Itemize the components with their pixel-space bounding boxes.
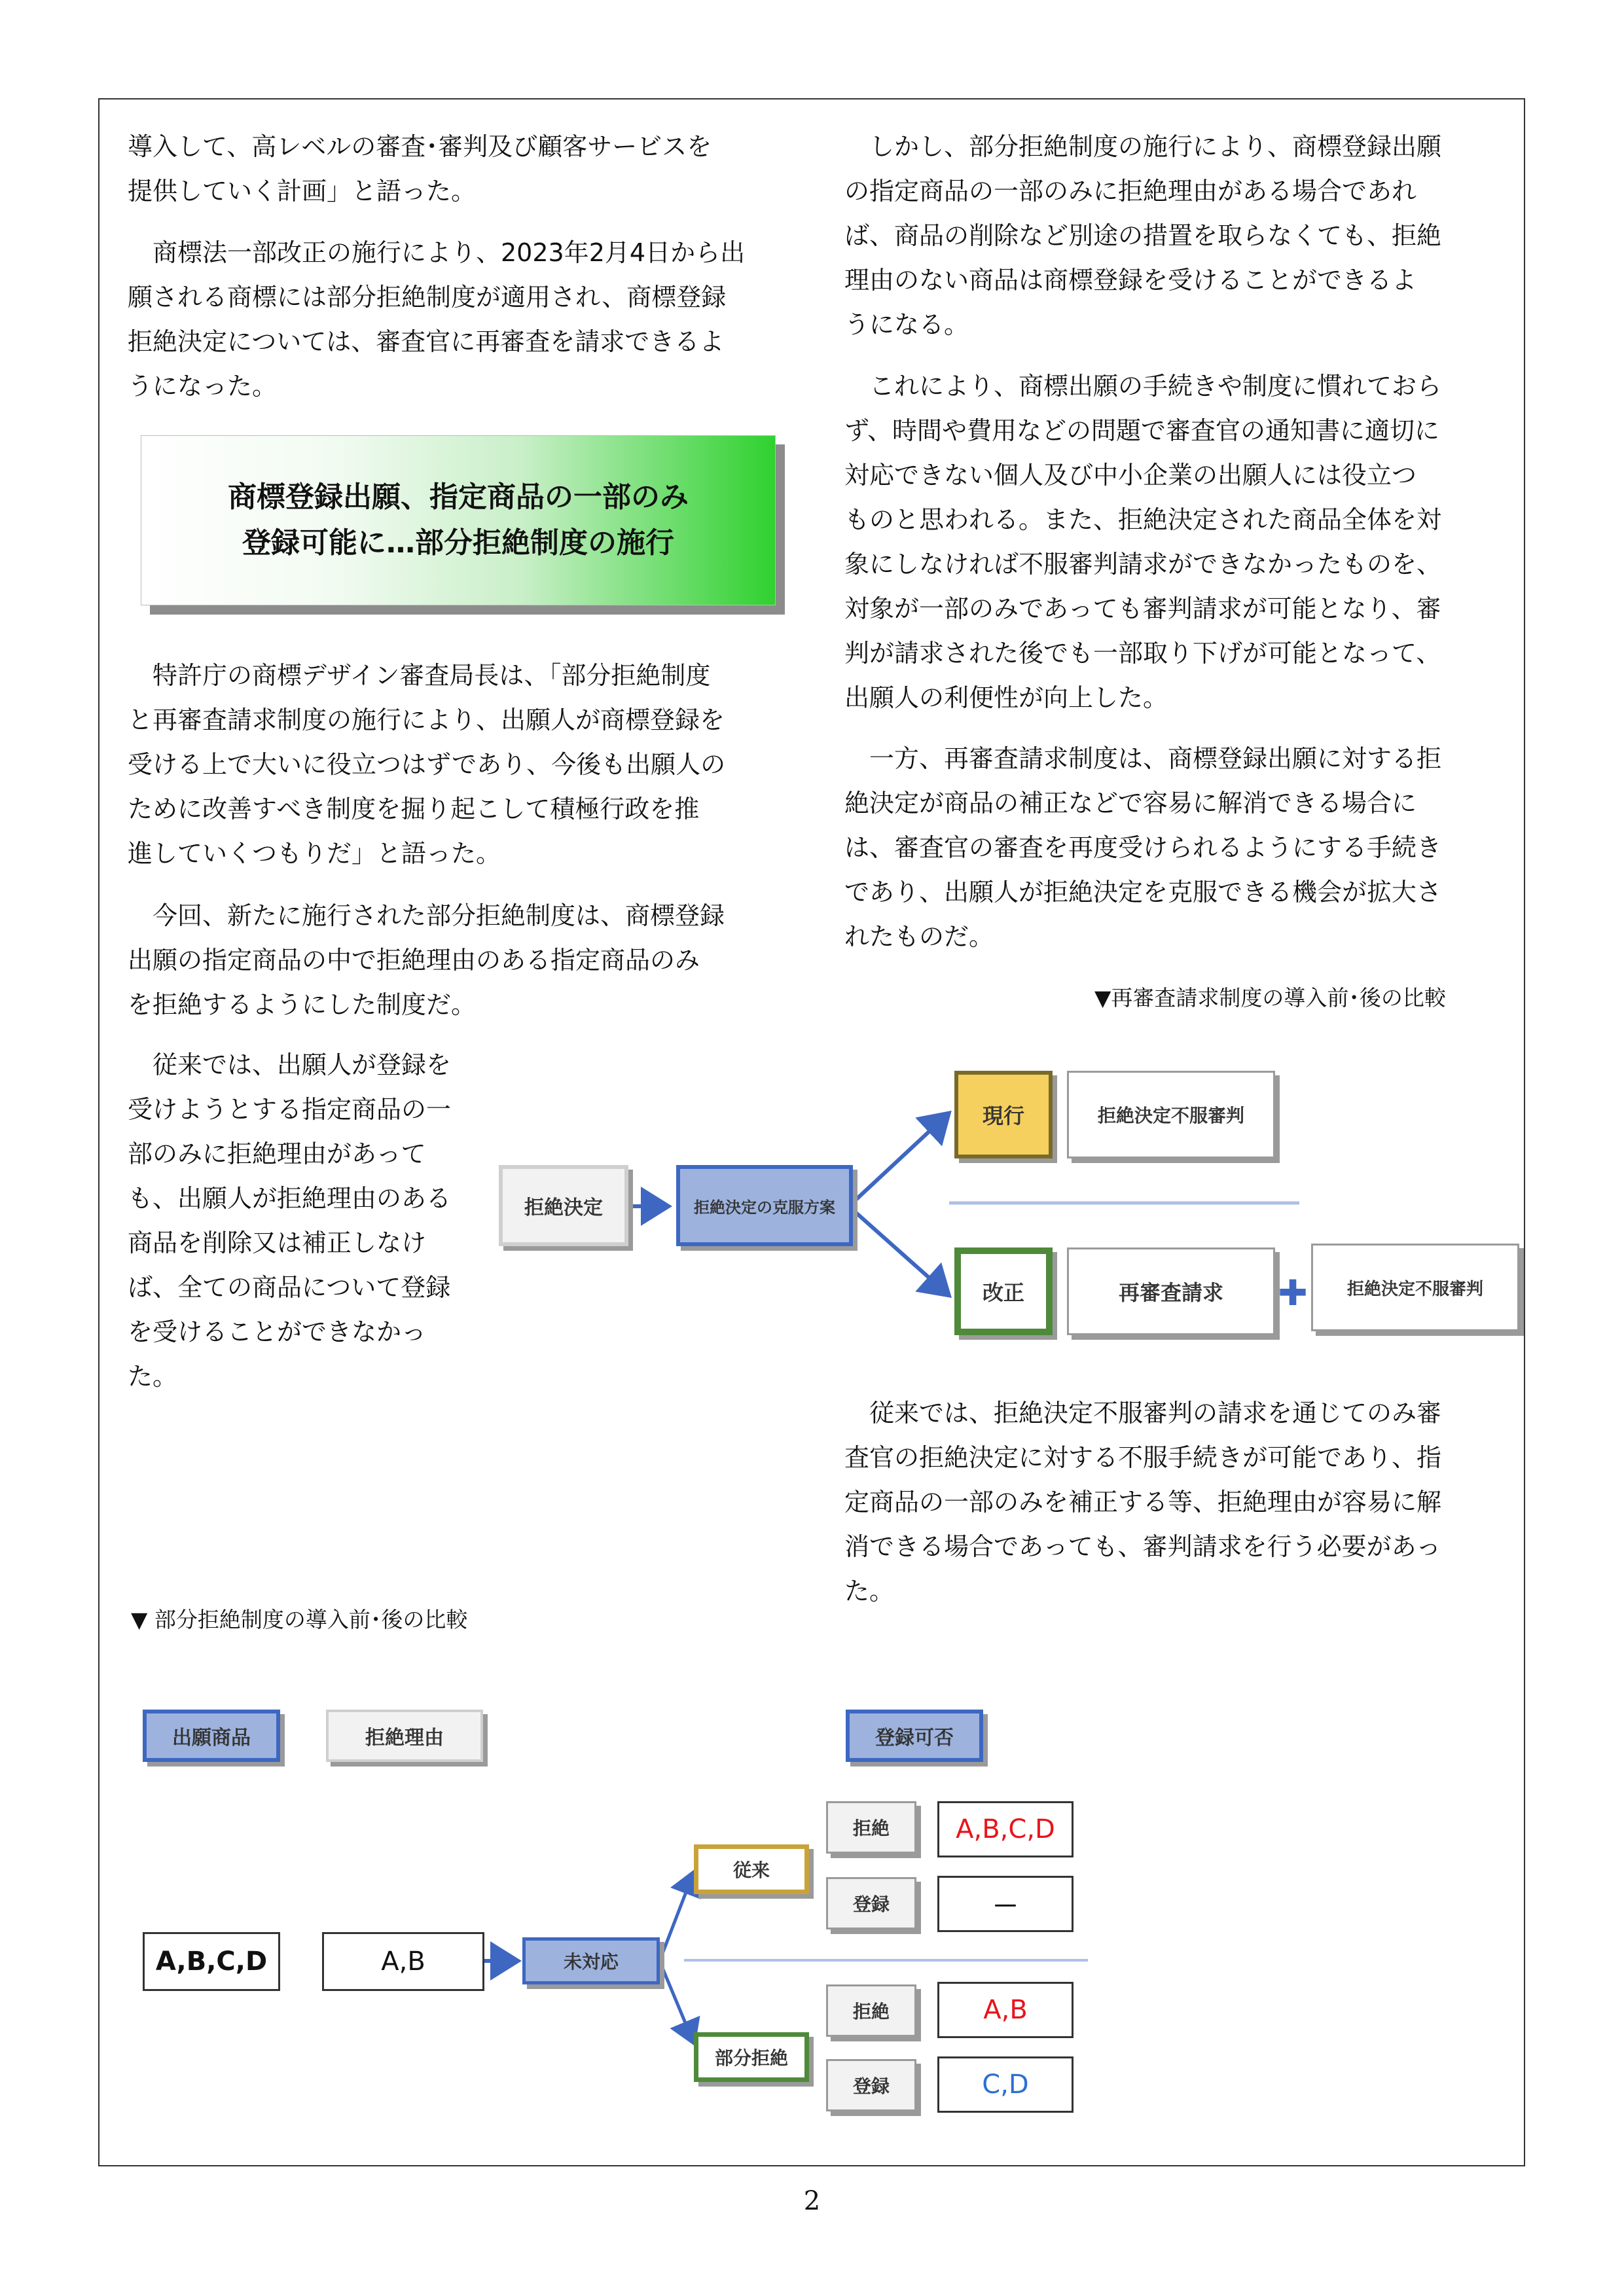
text-line: は、審査官の審査を再度受けられるようにする手続き — [844, 833, 1442, 862]
new-register-label-box — [826, 2059, 916, 2111]
text-line: を受けることができなかっ — [128, 1318, 427, 1346]
text-line: 拒絶決定については、審査官に再審査を請求できるよ — [128, 327, 725, 356]
box-value: A,B — [983, 1995, 1028, 2025]
text-line: うになる。 — [844, 310, 969, 339]
old-system-box — [694, 1844, 809, 1894]
text-line: 判が請求された後でも一部取り下げが可能となって、 — [844, 639, 1441, 668]
box-value: C,D — [982, 2070, 1029, 2100]
text-line: 受ける上で大いに役立つはずであり、今後も出願人の — [128, 750, 726, 779]
box-label: 従来 — [732, 1859, 770, 1881]
box-label: 出願商品 — [172, 1727, 251, 1749]
box-label: 拒絶決定の克服方案 — [694, 1198, 835, 1217]
text-line: 出願の指定商品の中で拒絶理由のある指定商品のみ — [128, 946, 700, 975]
box-value: － — [992, 1891, 1019, 1922]
text-line: 消できる場合であっても、審判請求を行う必要があっ — [844, 1532, 1441, 1561]
text-line: 特許庁の商標デザイン審査局長は、「部分拒絶制度 — [128, 661, 711, 690]
text-line: 進していくつもりだ」と語った。 — [128, 839, 501, 868]
text-line: ものと思われる。また、拒絶決定された商品全体を対 — [844, 505, 1442, 534]
text-line: 部のみに拒絶理由があって — [128, 1139, 426, 1168]
text-line: 一方、再審査請求制度は、商標登録出願に対する拒 — [844, 744, 1442, 773]
heading-line: 商標登録出願、指定商品の一部のみ — [228, 480, 689, 514]
box-label: 未対応 — [563, 1951, 619, 1973]
reason-box — [322, 1932, 484, 1991]
diagram1-caption: ▼再審査請求制度の導入前･後の比較 — [1094, 985, 1446, 1011]
box-label: 拒絶理由 — [365, 1727, 444, 1749]
text-line: 願される商標には部分拒絶制度が適用され、商標登録 — [128, 283, 727, 312]
text-line: の指定商品の一部のみに拒絶理由がある場合であれ — [844, 177, 1417, 206]
old-register-value-box — [937, 1876, 1074, 1932]
box-label: 登録 — [852, 2075, 890, 2097]
text-line: 受けようとする指定商品の一 — [128, 1095, 452, 1124]
text-line: 対応できない個人及び中小企業の出願人には役立つ — [844, 461, 1417, 490]
text-line: れたものだ。 — [844, 922, 994, 951]
text-line: しかし、部分拒絶制度の施行により、商標登録出願 — [844, 132, 1442, 161]
text-line: であり、出願人が拒絶決定を克服できる機会が拡大さ — [844, 878, 1442, 906]
plus-glyph: ✚ — [1278, 1272, 1308, 1314]
box-value: A,B,C,D — [956, 1814, 1055, 1844]
header-reason-box — [326, 1710, 483, 1762]
text-line: 従来では、拒絶決定不服審判の請求を通じてのみ審 — [844, 1399, 1442, 1427]
text-line: 対象が一部のみであっても審判請求が可能となり、審 — [844, 594, 1441, 623]
arrow-line — [661, 1965, 693, 2040]
text-line: うになった。 — [128, 372, 278, 401]
box-label: 拒絶決定 — [524, 1196, 603, 1219]
text-line: を拒絶するようにした制度だ。 — [128, 990, 477, 1019]
box-label: 現行 — [982, 1103, 1024, 1128]
heading-line: 登録可能に…部分拒絶制度の施行 — [242, 526, 674, 560]
text-line: 査官の拒絶決定に対する不服手続きが可能であり、指 — [844, 1443, 1442, 1472]
page-number: 2 — [803, 2186, 821, 2216]
box-label: A,B — [381, 1946, 425, 1977]
box-label: 拒絶決定不服審判 — [1097, 1105, 1244, 1126]
box-label: 拒絶 — [852, 2001, 890, 2022]
text-line: これにより、商標出願の手続きや制度に慣れておら — [844, 372, 1442, 401]
text-line: ず、時間や費用などの問題で審査官の通知書に適切に — [844, 416, 1439, 445]
text-line: 商標法一部改正の施行により、2023年2月4日から出 — [128, 238, 746, 267]
header-goods-box — [143, 1710, 280, 1762]
box-label: 改正 — [982, 1280, 1024, 1305]
text-line: 理由のない商品は商標登録を受けることができるよ — [844, 266, 1417, 295]
text-line: 今回、新たに施行された部分拒絶制度は、商標登録 — [128, 901, 725, 930]
text-line: た。 — [844, 1577, 895, 1605]
text-line: と再審査請求制度の施行により、出願人が商標登録を — [128, 706, 725, 734]
text-line: ために改善すべき制度を掘り起こして積極行政を推 — [128, 795, 700, 823]
new-register-value-box — [937, 2056, 1074, 2113]
text-line: ば、全ての商品について登録 — [128, 1273, 451, 1302]
text-line: 導入して、高レベルの審査･審判及び顧客サービスを — [128, 132, 712, 161]
text-line: 提供していく計画」と語った。 — [128, 177, 477, 206]
text-line: 絶決定が商品の補正などで容易に解消できる場合に — [844, 789, 1417, 817]
box-label: 登録 — [852, 1893, 890, 1915]
goods-box — [143, 1932, 280, 1991]
box-label: A,B,C,D — [155, 1946, 268, 1977]
unsupported-box — [522, 1937, 660, 1984]
old-reject-label-box — [826, 1801, 916, 1854]
old-reject-value-box — [937, 1801, 1074, 1857]
new-reject-value-box — [937, 1982, 1074, 2038]
box-label: 登録可否 — [875, 1727, 954, 1749]
box-label: 拒絶決定不服審判 — [1346, 1279, 1483, 1299]
new-reject-label-box — [826, 1984, 916, 2037]
arrow-line — [661, 1875, 693, 1957]
text-line: た。 — [128, 1362, 178, 1391]
box-label: 再審査請求 — [1118, 1280, 1223, 1305]
box-label: 拒絶 — [852, 1818, 890, 1839]
old-register-label-box — [826, 1877, 916, 1929]
text-line: 象にしなければ不服審判請求ができなかったものを、 — [844, 550, 1442, 579]
text-line: 従来では、出願人が登録を — [128, 1050, 452, 1079]
header-result-box — [846, 1710, 983, 1762]
diagram2-caption: ▼ 部分拒絶制度の導入前･後の比較 — [131, 1607, 468, 1632]
text-line: ば、商品の削除など別途の措置を取らなくても、拒絶 — [844, 221, 1442, 250]
text-line: 出願人の利便性が向上した。 — [844, 683, 1168, 712]
text-line: 定商品の一部のみを補正する等、拒絶理由が容易に解 — [844, 1488, 1442, 1516]
text-line: 商品を削除又は補正しなけ — [128, 1229, 427, 1257]
partial-rejection-box — [694, 2032, 809, 2082]
box-label: 部分拒絶 — [714, 2047, 788, 2069]
text-line: も、出願人が拒絶理由のある — [128, 1184, 452, 1213]
